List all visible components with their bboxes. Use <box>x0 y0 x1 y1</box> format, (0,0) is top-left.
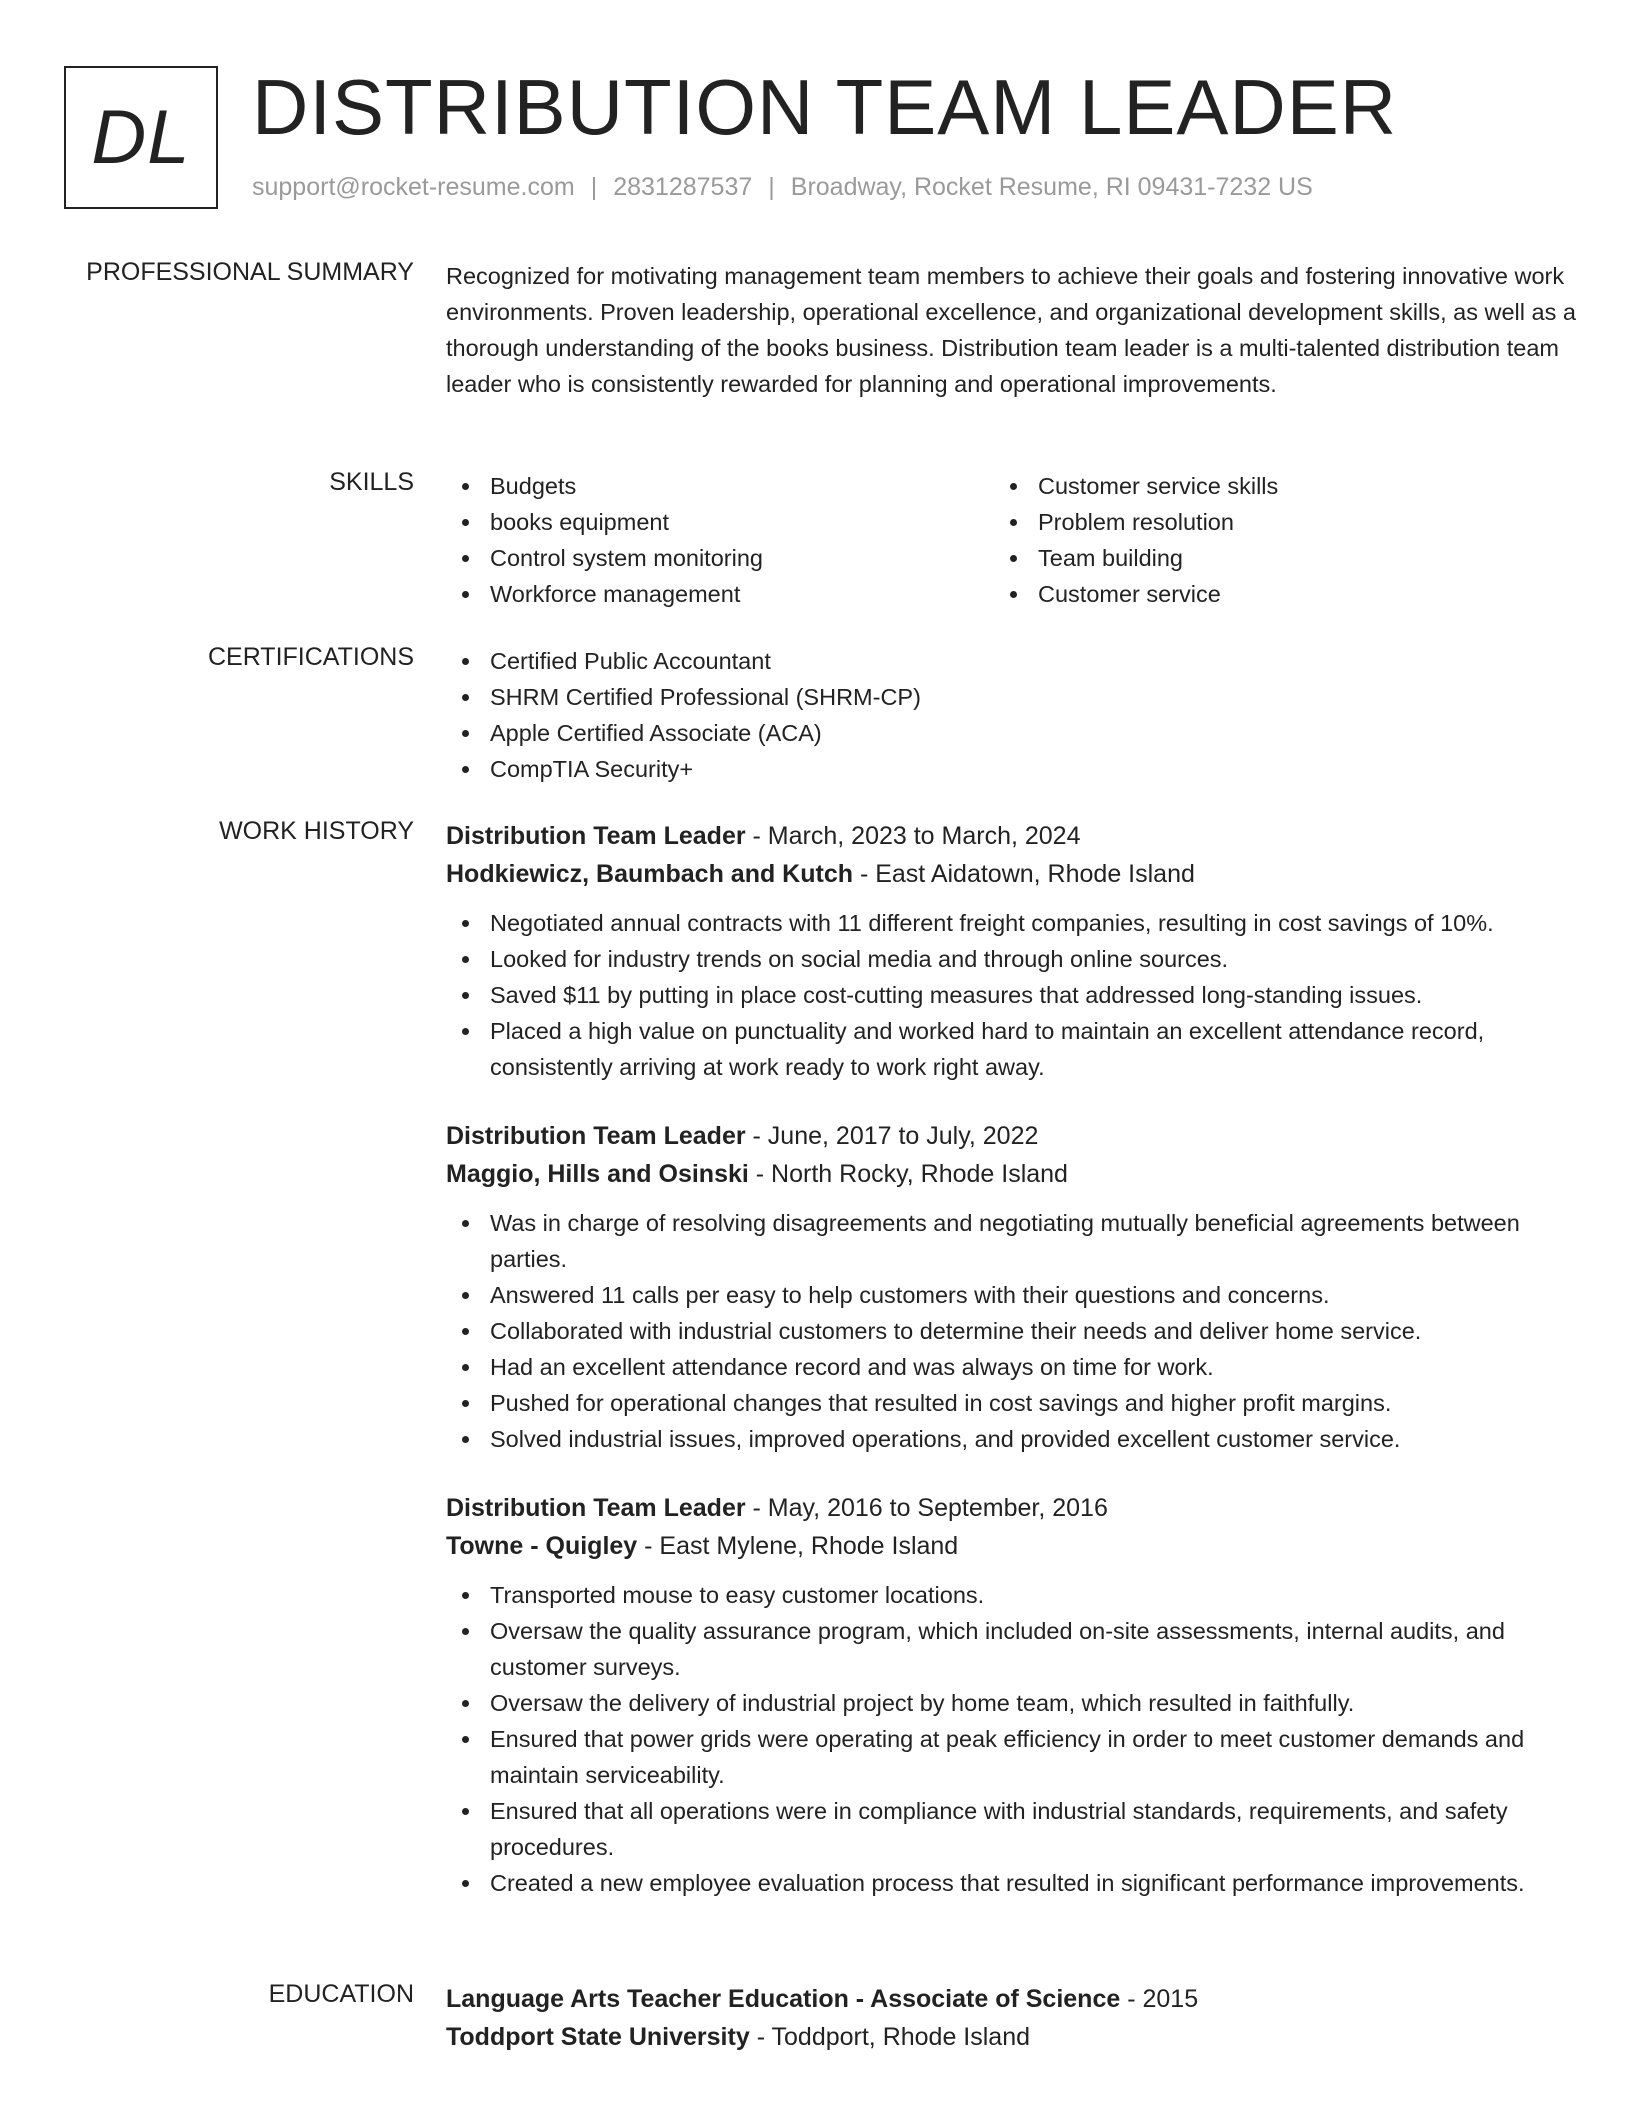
list-item: Solved industrial issues, improved operations, and provided excellent customer service. <box>446 1421 1576 1457</box>
job-company: Hodkiewicz, Baumbach and Kutch <box>446 860 854 888</box>
education-school: Toddport State University <box>446 2023 750 2051</box>
list-item: Oversaw the delivery of industrial project by home team, which resulted in faithfully. <box>446 1685 1576 1721</box>
job-dates: - May, 2016 to September, 2016 <box>745 1494 1108 1522</box>
summary-text: Recognized for motivating management team members to achieve their goals and fostering innovative work environments. Proven leadership, operational excellence, and organizational development skills, as well as a thorough understanding of the books business. Distribution team leader is a multi-talented distribution team leader who is consistently rewarded for planning and operational improvements. <box>446 263 1576 397</box>
list-item: SHRM Certified Professional (SHRM-CP) <box>446 679 1576 715</box>
job-title: Distribution Team Leader <box>446 1494 746 1522</box>
list-item: Customer service <box>994 576 1542 612</box>
contact-line <box>252 173 1313 202</box>
list-item: books equipment <box>446 504 994 540</box>
job-entry <box>446 1489 1576 1901</box>
job-company-line <box>446 855 1576 893</box>
job-bullet-list <box>446 1577 1576 1901</box>
certifications-list <box>446 643 1576 787</box>
skills-grid <box>446 468 1576 612</box>
job-title-line <box>446 817 1576 855</box>
list-item: Problem resolution <box>994 504 1542 540</box>
job-company: Towne - Quigley <box>446 1532 638 1560</box>
job-company-line <box>446 1527 1576 1565</box>
list-item: Negotiated annual contracts with 11 different freight companies, resulting in cost savings of 10%. <box>446 905 1576 941</box>
education-degree-line <box>446 1980 1576 2018</box>
list-item: Ensured that all operations were in compliance with industrial standards, requirements, and safety procedures. <box>446 1793 1576 1865</box>
list-item: Collaborated with industrial customers to determine their needs and deliver home service. <box>446 1313 1576 1349</box>
certifications-body <box>446 643 1576 787</box>
list-item: Pushed for operational changes that resulted in cost savings and higher profit margins. <box>446 1385 1576 1421</box>
section-label-work-history: WORK HISTORY <box>219 817 414 845</box>
work-history-body <box>446 817 1576 1933</box>
contact-separator: | <box>768 173 775 201</box>
education-body <box>446 1980 1576 2056</box>
list-item: Budgets <box>446 468 994 504</box>
contact-phone: 2831287537 <box>613 173 753 201</box>
list-item: Created a new employee evaluation process that resulted in significant performance improvements. <box>446 1865 1576 1901</box>
job-location: - North Rocky, Rhode Island <box>748 1160 1068 1188</box>
education-degree: Language Arts Teacher Education - Associate of Science <box>446 1985 1121 2013</box>
job-bullet-list <box>446 1205 1576 1457</box>
list-item: Control system monitoring <box>446 540 994 576</box>
list-item: Oversaw the quality assurance program, which included on-site assessments, internal audits, and customer surveys. <box>446 1613 1576 1685</box>
list-item: Looked for industry trends on social media and through online sources. <box>446 941 1576 977</box>
job-title-line <box>446 1489 1576 1527</box>
list-item: Transported mouse to easy customer locations. <box>446 1577 1576 1613</box>
job-entry <box>446 817 1576 1085</box>
contact-email: support@rocket-resume.com <box>252 173 575 201</box>
list-item: Saved $11 by putting in place cost-cutting measures that addressed long-standing issues. <box>446 977 1576 1013</box>
list-item: Was in charge of resolving disagreements and negotiating mutually beneficial agreements between parties. <box>446 1205 1576 1277</box>
section-label-education: EDUCATION <box>268 1980 414 2008</box>
job-company: Maggio, Hills and Osinski <box>446 1160 749 1188</box>
monogram-badge: DL <box>64 66 218 209</box>
skills-body <box>446 468 1576 612</box>
list-item: Had an excellent attendance record and was always on time for work. <box>446 1349 1576 1385</box>
education-school-line <box>446 2018 1576 2056</box>
summary-body <box>446 258 1576 402</box>
list-item: Certified Public Accountant <box>446 643 1576 679</box>
skills-list-right <box>994 468 1542 612</box>
education-location: - Toddport, Rhode Island <box>749 2023 1031 2051</box>
job-location: - East Aidatown, Rhode Island <box>853 860 1195 888</box>
list-item: Ensured that power grids were operating at peak efficiency in order to meet customer demands and maintain serviceability. <box>446 1721 1576 1793</box>
job-entry <box>446 1117 1576 1457</box>
job-company-line <box>446 1155 1576 1193</box>
list-item: Workforce management <box>446 576 994 612</box>
section-label-skills: SKILLS <box>329 468 414 496</box>
list-item: Placed a high value on punctuality and worked hard to maintain an excellent attendance record, consistently arriving at work ready to work right away. <box>446 1013 1576 1085</box>
list-item: Apple Certified Associate (ACA) <box>446 715 1576 751</box>
contact-address: Broadway, Rocket Resume, RI 09431-7232 US <box>790 173 1313 201</box>
list-item: CompTIA Security+ <box>446 751 1576 787</box>
skills-list-left <box>446 468 994 612</box>
list-item: Answered 11 calls per easy to help customers with their questions and concerns. <box>446 1277 1576 1313</box>
education-year: - 2015 <box>1120 1985 1199 2013</box>
job-location: - East Mylene, Rhode Island <box>637 1532 959 1560</box>
job-title: Distribution Team Leader <box>446 1122 746 1150</box>
resume-title: DISTRIBUTION TEAM LEADER <box>252 63 1398 151</box>
contact-separator: | <box>590 173 598 201</box>
list-item: Team building <box>994 540 1542 576</box>
job-dates: - March, 2023 to March, 2024 <box>745 822 1081 850</box>
list-item: Customer service skills <box>994 468 1542 504</box>
resume-header <box>64 63 1564 210</box>
section-label-certifications: CERTIFICATIONS <box>207 643 414 671</box>
job-title: Distribution Team Leader <box>446 822 746 850</box>
job-title-line <box>446 1117 1576 1155</box>
job-bullet-list <box>446 905 1576 1085</box>
job-dates: - June, 2017 to July, 2022 <box>745 1122 1039 1150</box>
section-label-summary: PROFESSIONAL SUMMARY <box>86 258 414 286</box>
